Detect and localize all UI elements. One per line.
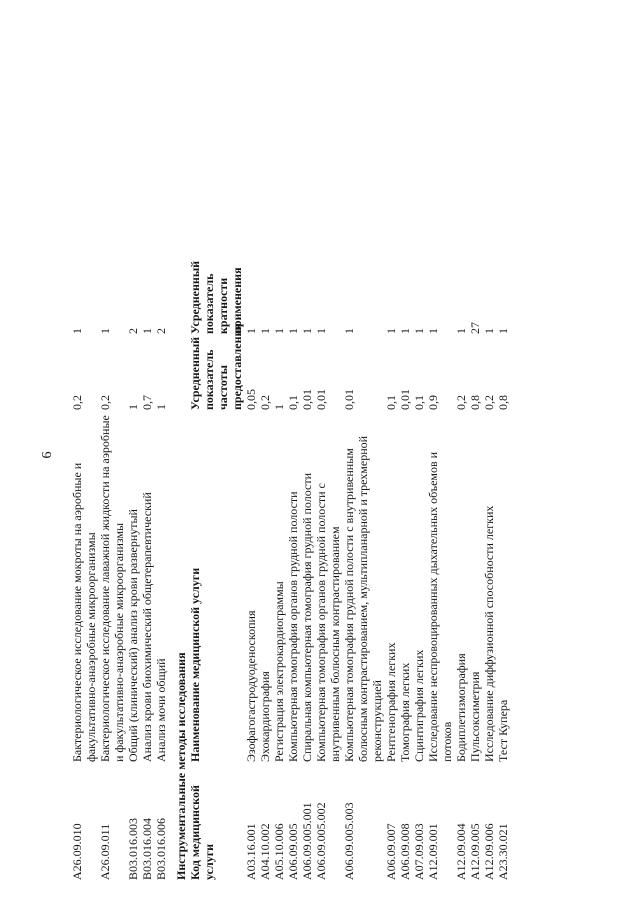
row-code: A23.30.021: [496, 823, 510, 880]
row-name: Эхокардиография: [258, 671, 272, 762]
row-name: Компьютерная томография органов грудной полости с внутривенным болюсным контрастированием: [314, 483, 342, 762]
table-row: [286, 90, 300, 880]
row-frequency: 0,8: [468, 395, 482, 410]
row-frequency: 0,2: [70, 395, 84, 410]
row-multiplicity: 1: [398, 328, 412, 334]
row-name: Компьютерная томография грудной полости с внутривенным болюсным контрастированием, мультипланарной и трехмерной реконструкцией: [342, 435, 384, 762]
row-multiplicity: 27: [468, 322, 482, 334]
row-name: Анализ крови биохимический общетерапевтический: [140, 492, 154, 762]
row-name: Тест Купера: [496, 699, 510, 762]
row-name: Рентгенография легких: [384, 642, 398, 762]
row-multiplicity: 1: [286, 328, 300, 334]
section-header: [168, 90, 244, 880]
table-row: [70, 90, 98, 880]
table-row: [314, 90, 342, 880]
row-frequency: 0,2: [482, 395, 496, 410]
table-row: [154, 90, 168, 880]
row-multiplicity: 1: [140, 328, 154, 334]
row-code: B03.016.006: [154, 817, 168, 880]
row-code: A06.09.005: [286, 823, 300, 880]
row-frequency: 1: [154, 404, 168, 410]
row-code: A03.16.001: [244, 823, 258, 880]
row-multiplicity: 2: [126, 328, 140, 334]
row-code: A04.10.002: [258, 823, 272, 880]
row-name: Исследование неспровоцированных дыхательных объемов и потоков: [426, 451, 454, 762]
row-code: A06.09.005.001: [300, 802, 314, 880]
row-frequency: 0,7: [140, 395, 154, 410]
row-frequency: 0,01: [398, 389, 412, 410]
table-row: [342, 90, 384, 880]
row-name: Бактериологическое исследование лаважной жидкости на аэробные и факультативно-анаэробные микроорганизмы: [98, 415, 126, 762]
row-multiplicity: 1: [454, 328, 468, 334]
row-frequency: 0,05: [244, 389, 258, 410]
row-name: Сцинтиграфия легких: [412, 649, 426, 762]
row-code: A12.09.005: [468, 823, 482, 880]
row-frequency: 0,1: [384, 395, 398, 410]
table-row: [426, 90, 454, 880]
row-frequency: 1: [126, 404, 140, 410]
row-multiplicity: 2: [154, 328, 168, 334]
table-row: [468, 90, 482, 880]
header-multiplicity: Усредненный показатель кратности применения: [188, 260, 244, 334]
row-code: A06.09.005.002: [314, 802, 328, 880]
row-multiplicity: 1: [70, 328, 84, 334]
table-row: [454, 90, 468, 880]
row-code: A07.09.003: [412, 823, 426, 880]
row-code: A12.09.004: [454, 823, 468, 880]
instrumental-rows: [244, 90, 510, 880]
table-row: [244, 90, 258, 880]
row-name: Исследование диффузионной способности легких: [482, 505, 496, 762]
row-name: Компьютерная томография органов грудной полости: [286, 491, 300, 762]
table-row: [496, 90, 510, 880]
row-multiplicity: 1: [496, 328, 510, 334]
row-frequency: 0,2: [454, 395, 468, 410]
row-frequency: 0,8: [496, 395, 510, 410]
row-frequency: 0,01: [342, 389, 356, 410]
row-code: A06.09.008: [398, 823, 412, 880]
row-multiplicity: 1: [314, 328, 328, 334]
row-multiplicity: 1: [244, 328, 258, 334]
row-name: Эзофагогастродуоденоскопия: [244, 610, 258, 762]
row-multiplicity: 1: [412, 328, 426, 334]
table-row: [258, 90, 272, 880]
row-multiplicity: 1: [98, 328, 112, 334]
row-code: A05.10.006: [272, 823, 286, 880]
row-multiplicity: 1: [426, 328, 440, 334]
header-name: Наименование медицинской услуги: [188, 567, 202, 762]
row-frequency: 0,2: [258, 395, 272, 410]
table-row: [98, 90, 126, 880]
section-title: Инструментальные методы исследования: [174, 652, 188, 880]
row-code: A26.09.011: [98, 823, 112, 880]
row-name: Регистрация электрокардиограммы: [272, 581, 286, 762]
lab-tests-rows: [70, 90, 168, 880]
services-table-sheet: [70, 90, 510, 880]
row-name: Бодиплетизмография: [454, 653, 468, 762]
row-frequency: 1: [272, 404, 286, 410]
row-frequency: 0,1: [286, 395, 300, 410]
row-name: Томография легких: [398, 662, 412, 762]
table-row: [412, 90, 426, 880]
row-code: A06.09.005.003: [342, 802, 356, 880]
row-name: Анализ мочи общий: [154, 658, 168, 762]
table-row: [384, 90, 398, 880]
row-code: A26.09.010: [70, 823, 84, 880]
row-code: A06.09.007: [384, 823, 398, 880]
table-row: [398, 90, 412, 880]
row-frequency: 0,01: [300, 389, 314, 410]
row-multiplicity: 1: [384, 328, 398, 334]
row-frequency: 0,9: [426, 395, 440, 410]
row-multiplicity: 1: [272, 328, 286, 334]
header-code: Код медицинской услуги: [188, 785, 216, 880]
row-multiplicity: 1: [258, 328, 272, 334]
row-code: A12.09.001: [426, 823, 440, 880]
table-row: [300, 90, 314, 880]
row-multiplicity: 1: [342, 328, 356, 334]
page-number: 6: [40, 451, 55, 459]
table-row: [482, 90, 496, 880]
row-frequency: 0,1: [412, 395, 426, 410]
table-row: [140, 90, 154, 880]
table-row: [272, 90, 286, 880]
row-name: Общий (клинический) анализ крови развернутый: [126, 509, 140, 762]
row-frequency: 0,2: [98, 395, 112, 410]
services-table: [70, 90, 510, 880]
table-row: [126, 90, 140, 880]
row-frequency: 0,01: [314, 389, 328, 410]
row-code: B03.016.003: [126, 817, 140, 880]
row-name: Спиральная компьютерная томография грудной полости: [300, 472, 314, 762]
row-multiplicity: 1: [300, 328, 314, 334]
row-multiplicity: 1: [482, 328, 496, 334]
row-name: Бактериологическое исследование мокроты на аэробные и факультативно-анаэробные микроорганизмы: [70, 462, 98, 762]
row-code: A12.09.006: [482, 823, 496, 880]
header-frequency: Усредненный показатель частоты предоставления: [188, 323, 244, 410]
row-name: Пульсоксиметрия: [468, 671, 482, 762]
row-code: B03.016.004: [140, 817, 154, 880]
